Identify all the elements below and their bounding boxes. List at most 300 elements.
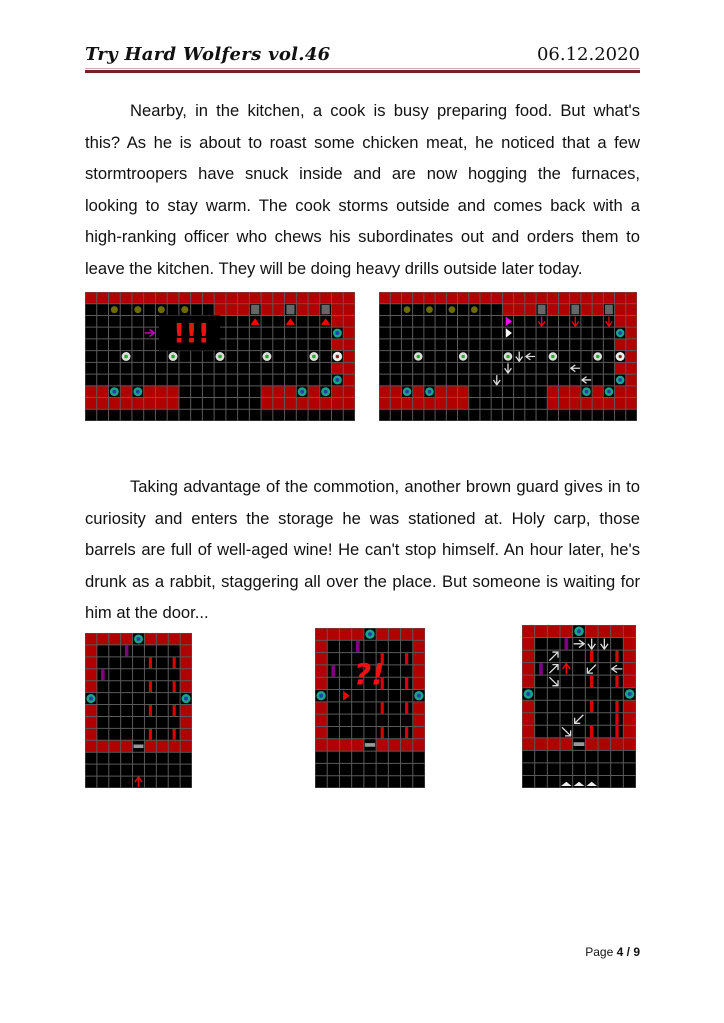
wall-tile <box>547 738 560 751</box>
red-barrel-icon <box>149 657 152 668</box>
wall-tile <box>558 292 569 304</box>
wall-tile <box>352 739 364 751</box>
wall-tile <box>97 740 109 752</box>
wall-tile <box>522 638 535 651</box>
wall-tile <box>339 739 351 751</box>
page-number <box>560 945 640 959</box>
door-icon <box>574 742 585 746</box>
wall-tile <box>144 292 156 304</box>
wall-tile <box>615 362 626 374</box>
storage-map-1 <box>85 633 192 788</box>
wall-tile <box>315 628 327 640</box>
wall-tile <box>238 304 250 316</box>
wall-tile <box>179 292 191 304</box>
wall-tile <box>315 653 327 665</box>
wall-tile <box>315 665 327 677</box>
red-barrel-icon <box>615 676 618 687</box>
wall-tile <box>97 633 109 645</box>
wall-tile <box>214 304 226 316</box>
door-icon <box>365 743 375 747</box>
wall-tile <box>525 304 536 316</box>
red-barrel-icon <box>405 727 408 738</box>
wall-tile <box>273 398 285 410</box>
wall-tile <box>180 633 192 645</box>
wall-tile <box>458 398 469 410</box>
wall-tile <box>401 398 412 410</box>
wall-tile <box>570 292 581 304</box>
wall-tile <box>522 700 535 713</box>
wall-tile <box>522 625 535 638</box>
wall-tile <box>522 713 535 726</box>
wall-tile <box>522 650 535 663</box>
wall-tile <box>97 398 109 410</box>
wall-tile <box>180 740 192 752</box>
wall-tile <box>167 398 179 410</box>
purple-barrel-icon <box>539 663 543 674</box>
header-divider <box>85 68 640 74</box>
green-lamp-icon <box>504 352 513 361</box>
wall-tile <box>214 292 226 304</box>
wall-tile <box>626 398 637 410</box>
wall-tile <box>155 386 167 398</box>
wall-tile <box>401 628 413 640</box>
wall-tile <box>570 398 581 410</box>
furnace-icon <box>251 305 259 314</box>
wall-tile <box>522 675 535 688</box>
wall-tile <box>180 657 192 669</box>
wall-tile <box>238 292 250 304</box>
wall-tile <box>85 645 97 657</box>
green-lamp-icon <box>414 352 423 361</box>
wall-tile <box>390 386 401 398</box>
furnace-icon <box>605 305 613 314</box>
teal-light-icon <box>110 387 119 396</box>
wall-tile <box>623 700 636 713</box>
wall-tile <box>168 740 180 752</box>
red-barrel-icon <box>381 702 384 713</box>
wall-tile <box>615 315 626 327</box>
wall-tile <box>469 292 480 304</box>
wall-tile <box>191 292 203 304</box>
wall-tile <box>413 640 425 652</box>
kitchen-map-after <box>379 292 637 421</box>
wall-tile <box>592 398 603 410</box>
wall-tile <box>458 292 469 304</box>
wall-tile <box>558 386 569 398</box>
plant-icon <box>111 306 118 313</box>
wall-tile <box>424 398 435 410</box>
wall-tile <box>320 292 332 304</box>
newsletter-title: Try Hard Wolfers vol.46 <box>85 44 331 65</box>
wall-tile <box>413 292 424 304</box>
green-lamp-icon <box>309 352 318 361</box>
issue-date: 06.12.2020 <box>536 44 640 65</box>
plant-icon <box>471 306 478 313</box>
wall-tile <box>315 702 327 714</box>
wall-tile <box>458 386 469 398</box>
wall-tile <box>180 728 192 740</box>
wall-tile <box>413 677 425 689</box>
wall-tile <box>156 740 168 752</box>
wall-tile <box>327 628 339 640</box>
wall-tile <box>156 633 168 645</box>
wall-tile <box>615 304 626 316</box>
wall-tile <box>343 327 355 339</box>
wall-tile <box>343 374 355 386</box>
plant-icon <box>134 306 141 313</box>
wall-tile <box>261 386 273 398</box>
red-barrel-icon <box>590 726 593 737</box>
wall-tile <box>598 625 611 638</box>
wall-tile <box>308 386 320 398</box>
wall-tile <box>611 625 624 638</box>
wall-tile <box>525 292 536 304</box>
wall-tile <box>109 740 121 752</box>
wall-tile <box>547 625 560 638</box>
wall-tile <box>315 677 327 689</box>
wall-tile <box>343 304 355 316</box>
alert-overlay-text: !!! <box>173 318 210 350</box>
wall-tile <box>315 714 327 726</box>
wall-tile <box>144 740 156 752</box>
wall-tile <box>332 386 344 398</box>
wall-tile <box>522 738 535 751</box>
wall-tile <box>261 398 273 410</box>
white-light-icon <box>333 352 342 361</box>
wall-tile <box>592 292 603 304</box>
wall-tile <box>623 625 636 638</box>
wall-tile <box>446 292 457 304</box>
wall-tile <box>249 292 261 304</box>
wall-tile <box>388 739 400 751</box>
wall-tile <box>273 292 285 304</box>
wall-tile <box>592 386 603 398</box>
teal-light-icon <box>298 387 307 396</box>
wall-tile <box>85 398 97 410</box>
wall-tile <box>623 650 636 663</box>
wall-tile <box>343 292 355 304</box>
wall-tile <box>514 292 525 304</box>
wall-tile <box>581 292 592 304</box>
wall-tile <box>615 398 626 410</box>
wall-tile <box>615 386 626 398</box>
wall-tile <box>97 292 109 304</box>
wall-tile <box>296 398 308 410</box>
wall-tile <box>413 653 425 665</box>
wall-tile <box>167 292 179 304</box>
wall-tile <box>261 304 273 316</box>
teal-light-icon <box>86 694 95 703</box>
wall-tile <box>502 292 513 304</box>
teal-light-icon <box>365 630 374 639</box>
wall-tile <box>623 675 636 688</box>
teal-light-icon <box>625 689 635 699</box>
red-barrel-icon <box>149 681 152 692</box>
wall-tile <box>547 304 558 316</box>
wall-tile <box>379 398 390 410</box>
storage-map-2 <box>315 628 425 788</box>
teal-light-icon <box>333 329 342 338</box>
green-lamp-icon <box>459 352 468 361</box>
wall-tile <box>558 304 569 316</box>
teal-light-icon <box>182 694 191 703</box>
teal-light-icon <box>425 387 434 396</box>
green-lamp-icon <box>549 352 558 361</box>
plant-icon <box>404 306 411 313</box>
wall-tile <box>376 739 388 751</box>
wall-tile <box>132 398 144 410</box>
wall-tile <box>435 292 446 304</box>
plant-icon <box>158 306 165 313</box>
wall-tile <box>308 398 320 410</box>
wall-tile <box>85 386 97 398</box>
plant-icon <box>181 306 188 313</box>
wall-tile <box>343 386 355 398</box>
wall-tile <box>401 292 412 304</box>
wall-tile <box>332 315 344 327</box>
wall-tile <box>296 304 308 316</box>
wall-tile <box>626 315 637 327</box>
wall-tile <box>603 398 614 410</box>
teal-light-icon <box>133 387 142 396</box>
wall-tile <box>626 339 637 351</box>
wall-tile <box>332 292 344 304</box>
wall-tile <box>339 628 351 640</box>
wall-tile <box>155 292 167 304</box>
page-label: Page <box>585 945 617 959</box>
wall-tile <box>121 740 133 752</box>
wall-tile <box>623 725 636 738</box>
wall-tile <box>226 292 238 304</box>
wall-tile <box>343 339 355 351</box>
wall-tile <box>167 386 179 398</box>
wall-tile <box>413 702 425 714</box>
red-barrel-icon <box>615 651 618 662</box>
wall-tile <box>379 292 390 304</box>
wall-tile <box>144 386 156 398</box>
wall-tile <box>413 714 425 726</box>
wall-tile <box>315 739 327 751</box>
red-barrel-icon <box>405 678 408 689</box>
wall-tile <box>491 292 502 304</box>
wall-tile <box>168 633 180 645</box>
door-icon <box>134 744 144 748</box>
wall-tile <box>581 304 592 316</box>
green-lamp-icon <box>263 352 272 361</box>
paragraph-kitchen: Nearby, in the kitchen, a cook is busy preparing food. But what's this? As he is about to roast some chicken meat, he noticed that a few stormtroopers have snuck inside and are now hogging the furnaces, looking to stay warm. The cook storms outside and comes back with a high-ranking officer who chews his subordinates out and orders them to leave the kitchen. They will be doing heavy drills outside later today. <box>85 101 640 278</box>
wall-tile <box>144 398 156 410</box>
wall-tile <box>626 386 637 398</box>
wall-tile <box>226 304 238 316</box>
wall-tile <box>97 386 109 398</box>
wall-tile <box>413 386 424 398</box>
teal-light-icon <box>616 329 625 338</box>
wall-tile <box>424 292 435 304</box>
wall-tile <box>581 398 592 410</box>
red-barrel-icon <box>590 701 593 712</box>
red-barrel-icon <box>590 676 593 687</box>
wall-tile <box>626 374 637 386</box>
wall-tile <box>343 398 355 410</box>
wall-tile <box>626 292 637 304</box>
wall-tile <box>120 292 132 304</box>
teal-light-icon <box>524 689 534 699</box>
wall-tile <box>560 625 573 638</box>
wall-tile <box>352 628 364 640</box>
wall-tile <box>376 628 388 640</box>
red-barrel-icon <box>173 729 176 740</box>
wall-tile <box>413 739 425 751</box>
wall-tile <box>522 663 535 676</box>
wall-tile <box>285 398 297 410</box>
wall-tile <box>522 725 535 738</box>
wall-tile <box>413 628 425 640</box>
wall-tile <box>535 625 548 638</box>
wall-tile <box>285 386 297 398</box>
plant-icon <box>449 306 456 313</box>
wall-tile <box>413 665 425 677</box>
wall-tile <box>379 386 390 398</box>
wall-tile <box>558 398 569 410</box>
red-barrel-icon <box>615 726 618 737</box>
red-barrel-icon <box>615 701 618 712</box>
wall-tile <box>446 398 457 410</box>
wall-tile <box>202 292 214 304</box>
wall-tile <box>108 292 120 304</box>
wall-tile <box>592 304 603 316</box>
wall-tile <box>585 738 598 751</box>
wall-tile <box>626 351 637 363</box>
wall-tile <box>570 386 581 398</box>
wall-tile <box>285 292 297 304</box>
total-pages: 9 <box>633 945 640 959</box>
teal-light-icon <box>582 387 591 396</box>
furnace-icon <box>538 305 546 314</box>
wall-tile <box>332 339 344 351</box>
wall-tile <box>180 705 192 717</box>
red-barrel-icon <box>173 657 176 668</box>
purple-barrel-icon <box>125 646 129 657</box>
wall-tile <box>388 628 400 640</box>
wall-tile <box>343 351 355 363</box>
red-barrel-icon <box>149 729 152 740</box>
wall-tile <box>109 633 121 645</box>
red-barrel-icon <box>381 727 384 738</box>
wall-tile <box>155 398 167 410</box>
wall-tile <box>623 638 636 651</box>
wall-tile <box>615 339 626 351</box>
wall-tile <box>327 739 339 751</box>
kitchen-map-before <box>85 292 355 421</box>
red-barrel-icon <box>590 651 593 662</box>
green-lamp-icon <box>122 352 131 361</box>
wall-tile <box>603 292 614 304</box>
wall-tile <box>332 304 344 316</box>
wall-tile <box>85 705 97 717</box>
wall-tile <box>611 738 624 751</box>
wall-tile <box>180 716 192 728</box>
wall-tile <box>85 292 97 304</box>
purple-barrel-icon <box>356 641 360 652</box>
wall-tile <box>85 669 97 681</box>
wall-tile <box>332 398 344 410</box>
wall-tile <box>132 292 144 304</box>
wall-tile <box>615 292 626 304</box>
page-separator: / <box>623 945 634 959</box>
furnace-icon <box>571 305 579 314</box>
teal-light-icon <box>403 387 412 396</box>
wall-tile <box>413 726 425 738</box>
wall-tile <box>308 304 320 316</box>
paragraph-storage: Taking advantage of the commotion, another brown guard gives in to curiosity and enters the storage he was stationed at. Holy carp, those barrels are full of well-aged wine! He can't stop himself. An hour later, he's drunk as a rabbit, staggering all over the place. But someone is waiting for him at the door... <box>85 477 640 622</box>
page-header <box>85 38 640 68</box>
wall-tile <box>180 645 192 657</box>
wall-tile <box>85 657 97 669</box>
furnace-icon <box>322 305 330 314</box>
wall-tile <box>315 640 327 652</box>
teal-light-icon <box>316 691 325 700</box>
red-barrel-icon <box>405 653 408 664</box>
wall-tile <box>585 625 598 638</box>
wall-tile <box>120 386 132 398</box>
wall-tile <box>390 398 401 410</box>
red-barrel-icon <box>149 705 152 716</box>
wall-tile <box>480 292 491 304</box>
wall-tile <box>332 362 344 374</box>
teal-light-icon <box>134 634 143 643</box>
teal-light-icon <box>414 691 423 700</box>
teal-light-icon <box>616 376 625 385</box>
wall-tile <box>108 398 120 410</box>
wall-tile <box>120 398 132 410</box>
red-barrel-icon <box>173 705 176 716</box>
wall-tile <box>273 386 285 398</box>
wall-tile <box>598 738 611 751</box>
wall-tile <box>85 728 97 740</box>
furnace-icon <box>286 305 294 314</box>
teal-light-icon <box>333 375 342 384</box>
alert-overlay-text: ?! <box>354 657 385 692</box>
wall-tile <box>273 304 285 316</box>
wall-tile <box>547 292 558 304</box>
wall-tile <box>413 398 424 410</box>
teal-light-icon <box>321 387 330 396</box>
wall-tile <box>435 386 446 398</box>
wall-tile <box>623 713 636 726</box>
wall-tile <box>343 362 355 374</box>
wall-tile <box>320 398 332 410</box>
wall-tile <box>514 304 525 316</box>
wall-tile <box>536 292 547 304</box>
wall-tile <box>144 633 156 645</box>
green-lamp-icon <box>169 352 178 361</box>
white-light-icon <box>616 352 625 361</box>
plant-icon <box>426 306 433 313</box>
purple-barrel-icon <box>332 666 336 677</box>
green-lamp-icon <box>216 352 225 361</box>
wall-tile <box>560 738 573 751</box>
red-barrel-icon <box>173 681 176 692</box>
green-lamp-icon <box>593 352 602 361</box>
wall-tile <box>535 738 548 751</box>
wall-tile <box>315 726 327 738</box>
wall-tile <box>446 386 457 398</box>
teal-light-icon <box>605 387 614 396</box>
wall-tile <box>85 716 97 728</box>
wall-tile <box>626 327 637 339</box>
red-barrel-icon <box>405 702 408 713</box>
storage-map-3 <box>522 625 636 788</box>
